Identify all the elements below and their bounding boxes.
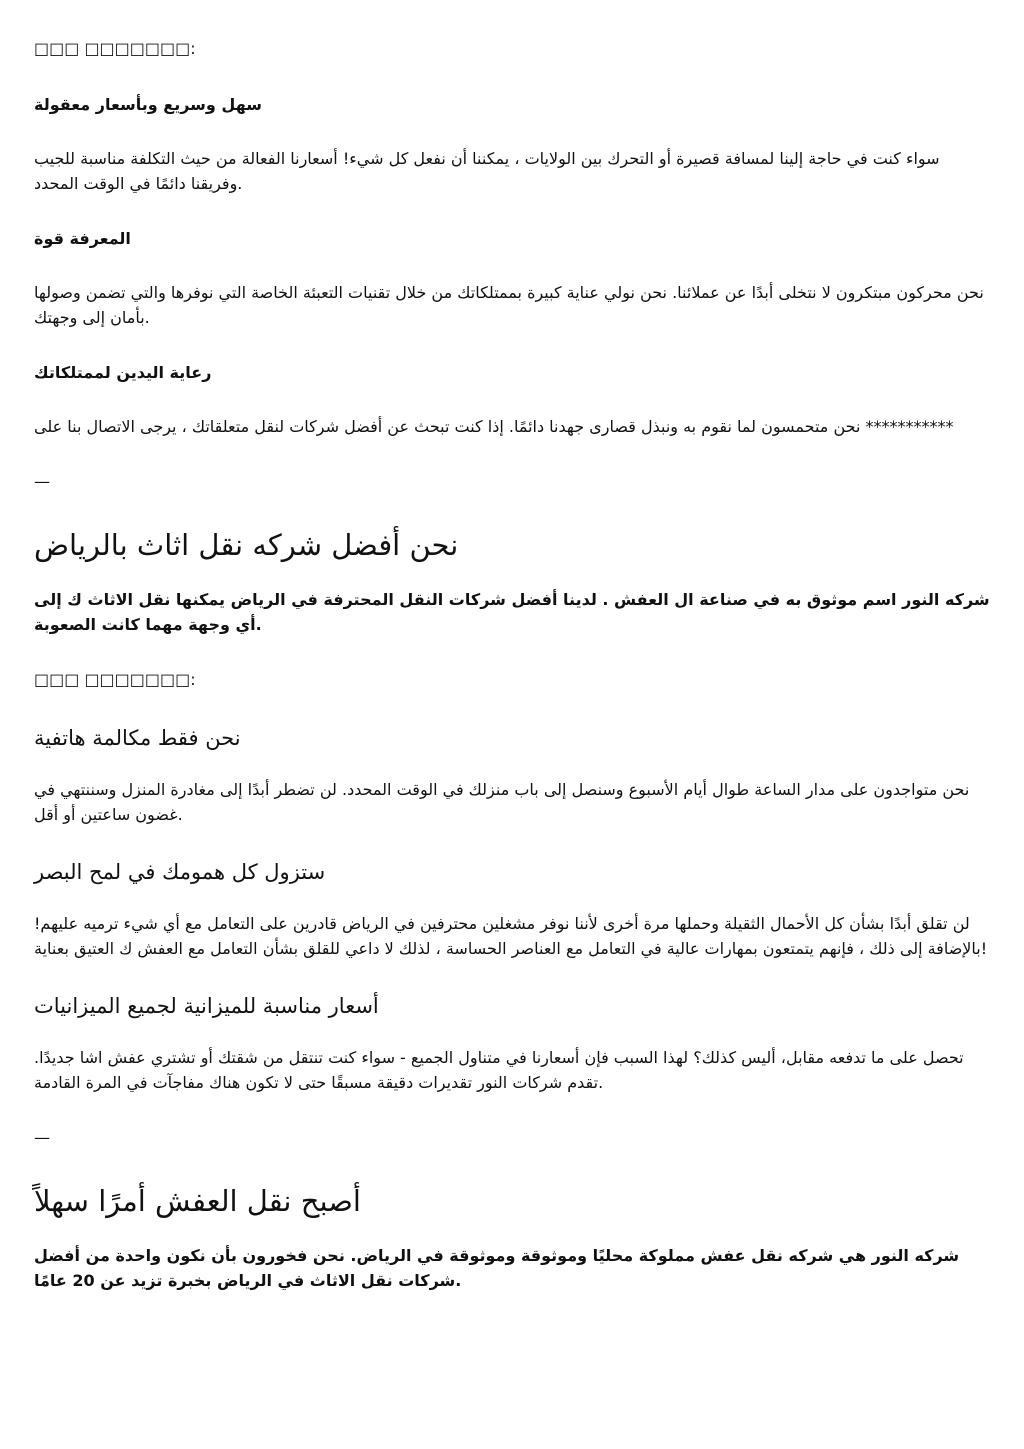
article xyxy=(34,34,990,1321)
main-heading: نحن أفضل شركه نقل اثاث بالرياض xyxy=(34,528,459,562)
paragraph-worries: لن تقلق أبدًا بشأن كل الأحمال الثقيلة وحملها مرة أخرى لأننا نوفر مشغلين محترفين في الرياض قادرين على التعامل مع أي شيء ترميه عليهم! بالإضافة إلى ذلك ، فإنهم يتمتعون بمهارات عالية في التعامل مع العناصر الحساسة ، لذلك لا داعي للقلق بشأن التعامل مع العفش ك العتيق بعناية! xyxy=(34,914,988,958)
separator: — xyxy=(34,472,50,491)
paragraph-care: نحن متحمسون لما نقوم به ونبذل قصارى جهدنا دائمًا. إذا كنت تبحث عن أفضل شركات لنقل متعلقاتك ، يرجى الاتصال بنا على *********** xyxy=(34,417,954,436)
subheading-easy: سهل وسريع وبأسعار معقولة xyxy=(34,95,262,114)
intro-label: □□□ □□□□□□□: xyxy=(34,39,196,58)
paragraph-knowledge: نحن محركون مبتكرون لا نتخلى أبدًا عن عملائنا. نحن نولي عناية كبيرة بممتلكاتك من خلال تقنيات التعبئة الخاصة التي نوفرها والتي تضمن وصولها بأمان إلى وجهتك. xyxy=(34,283,984,327)
heading-worries: ستزول كل همومك في لمح البصر xyxy=(34,860,326,884)
heading-easy-move: أصبح نقل العفش أمرًا سهلاً xyxy=(34,1184,361,1218)
intro-label-2: □□□ □□□□□□□: xyxy=(34,670,196,689)
heading-prices: أسعار مناسبة للميزانية لجميع الميزانيات xyxy=(34,994,379,1018)
paragraph-easy: سواء كنت في حاجة إلينا لمسافة قصيرة أو التحرك بين الولايات ، يمكننا أن نفعل كل شيء! أسعارنا الفعالة من حيث التكلفة مناسبة للجيب وفريقنا دائمًا في الوقت المحدد. xyxy=(34,149,940,193)
paragraph-phone-call: نحن متواجدون على مدار الساعة طوال أيام الأسبوع وسنصل إلى باب منزلك في الوقت المحدد. لن تضطر أبدًا إلى مغادرة المنزل وسننتهي في غضون ساعتين أو أقل. xyxy=(34,780,970,824)
main-paragraph: شركه النور اسم موثوق به في صناعة ال العفش . لدينا أفضل شركات النقل المحترفة في الرياض يمكنها نقل الاثاث ك إلى أي وجهة مهما كانت الصعوبة. xyxy=(34,590,990,634)
final-paragraph: شركه النور هي شركه نقل عفش مملوكة محليًا وموثوقة وموثوقة في الرياض. نحن فخورون بأن نكون واحدة من أفضل شركات نقل الاثاث في الرياض بخبرة تزيد عن 20 عامًا. xyxy=(34,1246,960,1290)
subheading-care: رعاية اليدين لممتلكاتك xyxy=(34,363,212,382)
separator-2: — xyxy=(34,1128,50,1147)
paragraph-prices: تحصل على ما تدفعه مقابل، أليس كذلك؟ لهذا السبب فإن أسعارنا في متناول الجميع - سواء كنت تنتقل من شقتك أو تشتري عفش اشا جديدًا. تقدم شركات النور تقديرات دقيقة مسبقًا حتى لا تكون هناك مفاجآت في المرة القادمة. xyxy=(34,1048,964,1092)
heading-phone-call: نحن فقط مكالمة هاتفية xyxy=(34,726,241,750)
subheading-knowledge: المعرفة قوة xyxy=(34,229,131,248)
